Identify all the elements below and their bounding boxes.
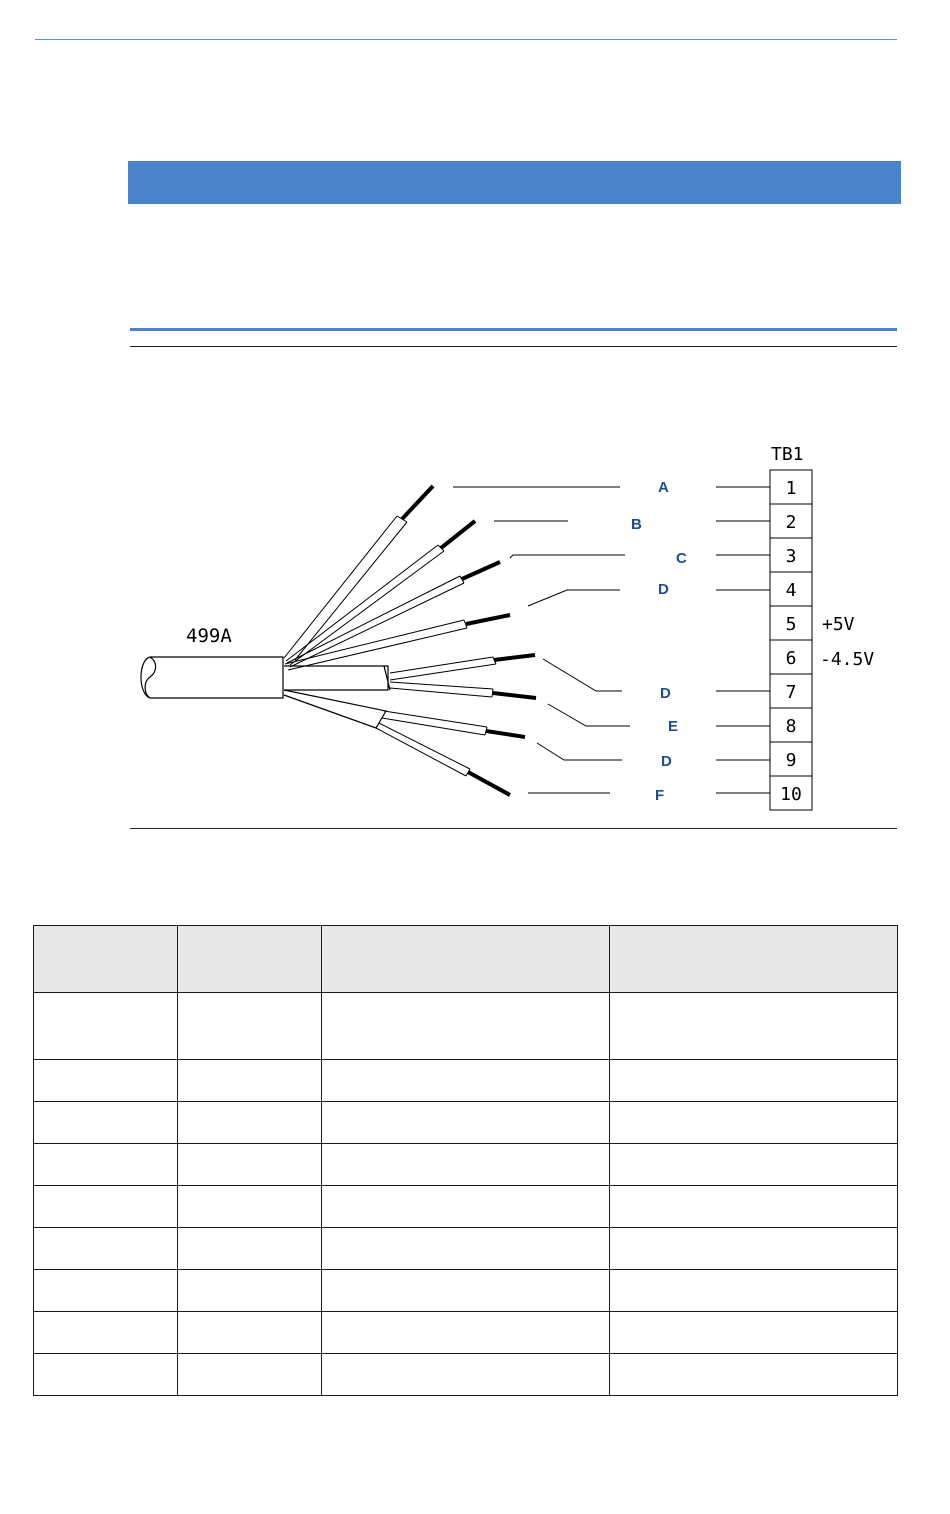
table-cell xyxy=(322,1060,610,1102)
voltage-label-negative: -4.5V xyxy=(820,649,875,670)
table-cell xyxy=(178,1270,322,1312)
table-cell xyxy=(610,1228,898,1270)
table-cell xyxy=(322,1270,610,1312)
table-cell xyxy=(322,993,610,1060)
table-row xyxy=(34,993,898,1060)
table-cell xyxy=(322,1354,610,1396)
callout-d: D xyxy=(658,581,669,598)
table-cell xyxy=(178,1102,322,1144)
table-cell xyxy=(322,1144,610,1186)
terminal-10: 10 xyxy=(780,784,802,805)
table-cell xyxy=(610,1354,898,1396)
table-cell xyxy=(322,1186,610,1228)
table-cell xyxy=(610,1186,898,1228)
table-header-cell xyxy=(610,926,898,993)
table-cell xyxy=(34,1144,178,1186)
table-cell xyxy=(34,1354,178,1396)
wiring-table xyxy=(33,925,898,1396)
terminal-1: 1 xyxy=(785,478,797,499)
table-cell xyxy=(34,1060,178,1102)
table-cell xyxy=(178,1354,322,1396)
terminal-9: 9 xyxy=(785,750,797,771)
table-cell xyxy=(178,1144,322,1186)
table-header-row xyxy=(34,926,898,993)
table-header-cell xyxy=(322,926,610,993)
callout-a: A xyxy=(658,479,669,496)
table-row xyxy=(34,1228,898,1270)
wires xyxy=(284,486,536,795)
terminal-block-label: TB1 xyxy=(771,444,804,465)
terminal-8: 8 xyxy=(785,716,797,737)
table-cell xyxy=(322,1228,610,1270)
table-cell xyxy=(34,1312,178,1354)
table-row xyxy=(34,1270,898,1312)
terminal-3: 3 xyxy=(785,546,797,567)
table-cell xyxy=(178,1312,322,1354)
callout-c: C xyxy=(676,550,687,567)
table-cell xyxy=(322,1312,610,1354)
table-cell xyxy=(34,1228,178,1270)
table-cell xyxy=(610,1144,898,1186)
voltage-label-positive: +5V xyxy=(822,614,855,635)
terminal-7: 7 xyxy=(785,682,797,703)
table-cell xyxy=(322,1102,610,1144)
terminal-5: 5 xyxy=(785,614,797,635)
callout-f: F xyxy=(655,787,665,804)
table-cell xyxy=(610,1102,898,1144)
callout-d: D xyxy=(660,685,671,702)
table-row xyxy=(34,1186,898,1228)
table-cell xyxy=(178,1186,322,1228)
table-cell xyxy=(178,1228,322,1270)
table-cell xyxy=(610,993,898,1060)
cable xyxy=(141,657,283,698)
table-cell xyxy=(34,993,178,1060)
table-row xyxy=(34,1354,898,1396)
terminal-2: 2 xyxy=(785,512,797,533)
terminal-6: 6 xyxy=(785,648,797,669)
table-header-cell xyxy=(34,926,178,993)
cable-label: 499A xyxy=(186,625,232,647)
table-cell xyxy=(34,1102,178,1144)
table-cell xyxy=(34,1270,178,1312)
table-cell xyxy=(610,1312,898,1354)
table-cell xyxy=(610,1060,898,1102)
callout-b: B xyxy=(631,516,642,533)
callout-e: E xyxy=(668,718,679,735)
callouts xyxy=(631,479,687,804)
table-cell xyxy=(178,993,322,1060)
table-row xyxy=(34,1144,898,1186)
table-row xyxy=(34,1060,898,1102)
callout-d: D xyxy=(661,753,672,770)
leader-lines xyxy=(453,487,770,793)
table-cell xyxy=(610,1270,898,1312)
table-cell xyxy=(178,1060,322,1102)
table-header-cell xyxy=(178,926,322,993)
table-row xyxy=(34,1312,898,1354)
table-row xyxy=(34,1102,898,1144)
table-cell xyxy=(34,1186,178,1228)
terminal-4: 4 xyxy=(785,580,797,601)
